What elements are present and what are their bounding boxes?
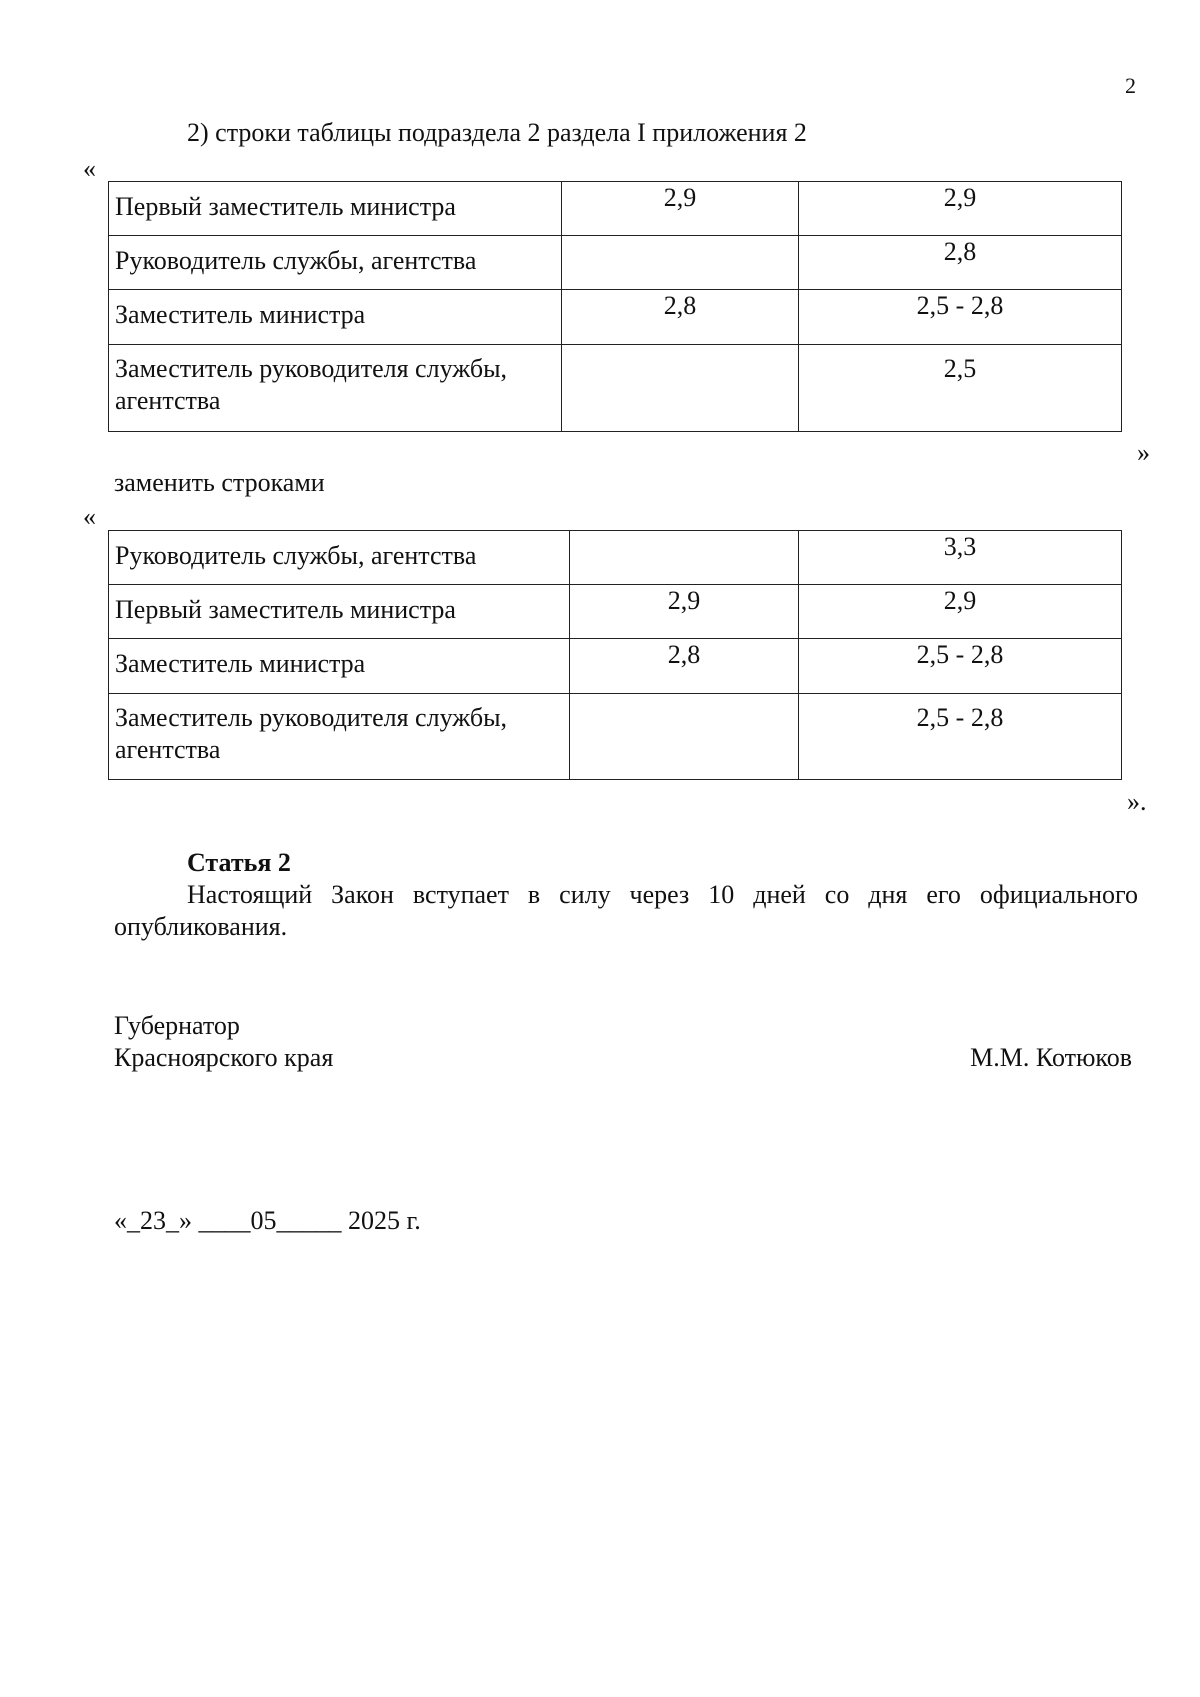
quote-open-1: «: [83, 154, 96, 183]
replace-text: заменить строками: [114, 468, 325, 497]
quote-close-1: »: [1137, 438, 1150, 467]
page-number: 2: [1125, 73, 1136, 98]
row-value-2: 2,8: [562, 290, 799, 345]
quote-open-2: «: [83, 502, 96, 531]
row-name: [109, 345, 562, 432]
row-name: Заместитель министра: [109, 290, 562, 345]
row-value-2: 2,9: [570, 585, 799, 639]
table-original-rows: [108, 181, 1122, 432]
intro-text: 2) строки таблицы подраздела 2 раздела I приложения 2: [187, 118, 807, 147]
article-text-line-2: опубликования.: [114, 912, 288, 941]
row-name: Руководитель службы, агентства: [109, 531, 570, 585]
table-row: [109, 290, 1122, 345]
row-value-3: 2,5 - 2,8: [799, 694, 1122, 780]
table-row: [109, 345, 1122, 432]
row-name-line-2: агентства: [115, 735, 221, 764]
table-row: [109, 236, 1122, 290]
signature-name: М.М. Котюков: [970, 1043, 1132, 1072]
signature-title-line-2: Красноярского края: [114, 1043, 334, 1072]
row-value-2: 2,8: [570, 639, 799, 694]
row-name: Руководитель службы, агентства: [109, 236, 562, 290]
row-value-3: 3,3: [799, 531, 1122, 585]
table-row: [109, 182, 1122, 236]
document-date: «_23_» ____05_____ 2025 г.: [114, 1206, 421, 1235]
row-name: Первый заместитель министра: [109, 585, 570, 639]
table-row: [109, 694, 1122, 780]
signature-title-line-1: Губернатор: [114, 1011, 240, 1040]
row-value-2: [562, 236, 799, 290]
article-heading: Статья 2: [187, 848, 291, 877]
row-value-2: 2,9: [562, 182, 799, 236]
row-name: Заместитель министра: [109, 639, 570, 694]
quote-close-2: ».: [1127, 787, 1147, 816]
row-value-3: 2,5: [799, 345, 1122, 432]
table-replacement-rows: [108, 530, 1122, 780]
row-value-3: 2,9: [799, 182, 1122, 236]
table-row: [109, 585, 1122, 639]
row-value-3: 2,8: [799, 236, 1122, 290]
row-name-line-1: Заместитель руководителя службы,: [115, 703, 508, 732]
row-value-2: [570, 531, 799, 585]
row-name-line-2: агентства: [115, 386, 221, 415]
row-value-3: 2,5 - 2,8: [799, 290, 1122, 345]
row-name-line-1: Заместитель руководителя службы,: [115, 354, 508, 383]
table-row: [109, 639, 1122, 694]
row-value-2: [570, 694, 799, 780]
article-text-line-1: Настоящий Закон вступает в силу через 10 дней со дня его официального: [187, 880, 1138, 909]
row-value-3: 2,5 - 2,8: [799, 639, 1122, 694]
table-row: [109, 531, 1122, 585]
row-name: [109, 694, 570, 780]
row-value-2: [562, 345, 799, 432]
row-name: Первый заместитель министра: [109, 182, 562, 236]
row-value-3: 2,9: [799, 585, 1122, 639]
